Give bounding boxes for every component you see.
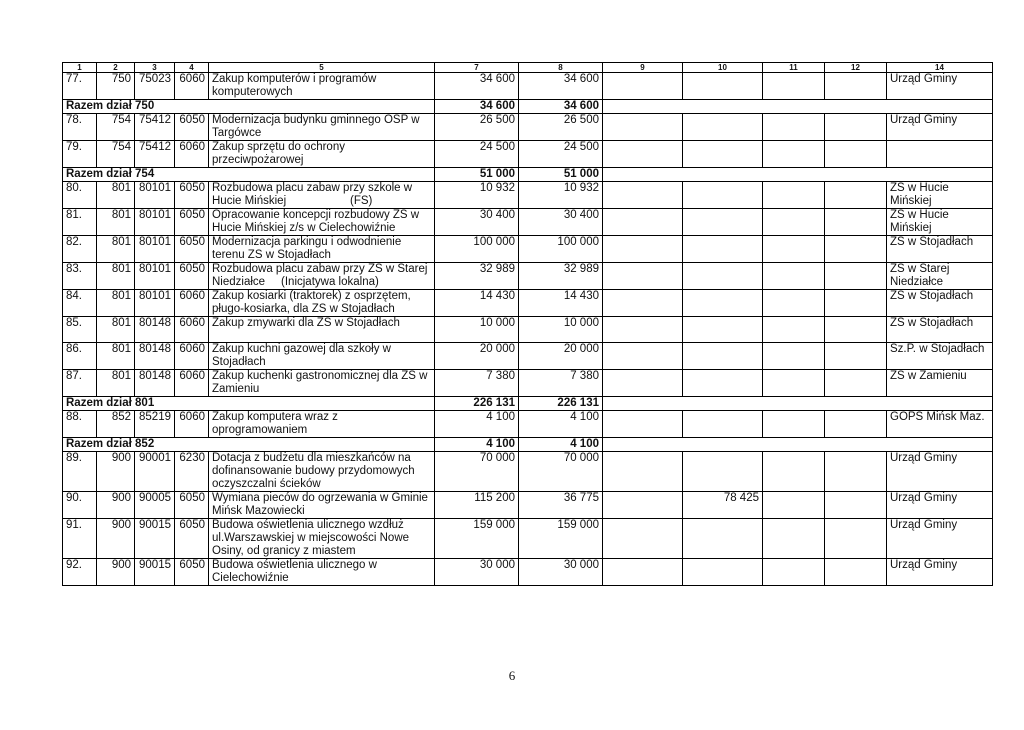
row-paragraf: 6060 <box>175 290 209 317</box>
row-unit: ZS w Stojadłach <box>887 290 993 317</box>
row-value-col9 <box>603 114 683 141</box>
column-number: 11 <box>763 63 825 73</box>
table-row <box>63 452 993 492</box>
row-value-col12 <box>825 182 887 209</box>
row-value-col12 <box>825 141 887 168</box>
row-rozdzial: 80148 <box>135 343 175 370</box>
row-task-name: Wymiana pieców do ogrzewania w Gminie Mińsk Mazowiecki <box>209 492 435 519</box>
row-value-col11 <box>763 114 825 141</box>
section-total-col8: 34 600 <box>519 100 603 114</box>
row-value-col8: 7 380 <box>519 370 603 397</box>
section-total-col8: 51 000 <box>519 168 603 182</box>
row-value-col9 <box>603 141 683 168</box>
row-dzial: 900 <box>97 519 135 559</box>
row-rozdzial: 90001 <box>135 452 175 492</box>
column-number: 12 <box>825 63 887 73</box>
row-paragraf: 6050 <box>175 519 209 559</box>
row-lp: 87. <box>63 370 97 397</box>
row-task-name: Rozbudowa placu zabaw przy szkole w Hucie Mińskiej (FS) <box>209 182 435 209</box>
row-value-col12 <box>825 559 887 586</box>
row-value-col11 <box>763 411 825 438</box>
investment-table <box>62 62 993 586</box>
row-task-name: Zakup komputera wraz z oprogramowaniem <box>209 411 435 438</box>
row-task-name: Zakup komputerów i programów komputerowych <box>209 73 435 100</box>
section-total-col7: 4 100 <box>435 438 519 452</box>
table-row <box>63 411 993 438</box>
row-value-col8: 4 100 <box>519 411 603 438</box>
section-total-col7: 226 131 <box>435 397 519 411</box>
section-total-label: Razem dział 754 <box>63 168 435 182</box>
row-unit: ZS w Starej Niedziałce <box>887 263 993 290</box>
section-total-col7: 51 000 <box>435 168 519 182</box>
row-lp: 82. <box>63 236 97 263</box>
section-total-label: Razem dział 801 <box>63 397 435 411</box>
row-rozdzial: 75023 <box>135 73 175 100</box>
row-value-col10 <box>683 519 763 559</box>
table-row <box>63 370 993 397</box>
row-value-col10 <box>683 559 763 586</box>
row-value-col9 <box>603 182 683 209</box>
row-unit: ZS w Hucie Mińskiej <box>887 182 993 209</box>
row-value-col9 <box>603 519 683 559</box>
row-value-col7: 14 430 <box>435 290 519 317</box>
section-total-label: Razem dział 852 <box>63 438 435 452</box>
row-lp: 89. <box>63 452 97 492</box>
row-paragraf: 6060 <box>175 370 209 397</box>
table-row <box>63 559 993 586</box>
table-row <box>63 519 993 559</box>
row-value-col9 <box>603 343 683 370</box>
row-value-col7: 24 500 <box>435 141 519 168</box>
row-lp: 83. <box>63 263 97 290</box>
column-number: 3 <box>135 63 175 73</box>
row-value-col12 <box>825 236 887 263</box>
row-value-col10 <box>683 209 763 236</box>
column-number: 14 <box>887 63 993 73</box>
row-task-name: Zakup kuchni gazowej dla szkoły w Stojadłach <box>209 343 435 370</box>
row-lp: 78. <box>63 114 97 141</box>
row-dzial: 750 <box>97 73 135 100</box>
section-total-spacer <box>603 438 993 452</box>
column-number: 7 <box>435 63 519 73</box>
row-value-col10 <box>683 370 763 397</box>
column-number-row <box>63 63 993 73</box>
row-unit: Urząd Gminy <box>887 73 993 100</box>
row-unit <box>887 141 993 168</box>
row-dzial: 801 <box>97 236 135 263</box>
table-row <box>63 290 993 317</box>
row-value-col9 <box>603 370 683 397</box>
row-value-col8: 30 000 <box>519 559 603 586</box>
row-dzial: 801 <box>97 263 135 290</box>
row-value-col11 <box>763 290 825 317</box>
row-value-col7: 4 100 <box>435 411 519 438</box>
row-task-name: Zakup kosiarki (traktorek) z osprzętem, pługo-kosiarka, dla ZS w Stojadłach <box>209 290 435 317</box>
row-value-col8: 70 000 <box>519 452 603 492</box>
row-task-name: Budowa oświetlenia ulicznego w Cielechowiźnie <box>209 559 435 586</box>
column-number: 9 <box>603 63 683 73</box>
section-total-row <box>63 168 993 182</box>
row-rozdzial: 80101 <box>135 182 175 209</box>
section-total-col8: 226 131 <box>519 397 603 411</box>
row-dzial: 801 <box>97 290 135 317</box>
row-value-col9 <box>603 492 683 519</box>
row-rozdzial: 90015 <box>135 559 175 586</box>
row-paragraf: 6230 <box>175 452 209 492</box>
row-task-name: Opracowanie koncepcji rozbudowy ZS w Hucie Mińskiej z/s w Cielechowiźnie <box>209 209 435 236</box>
row-value-col9 <box>603 73 683 100</box>
table-row <box>63 236 993 263</box>
row-paragraf: 6050 <box>175 492 209 519</box>
section-total-label: Razem dział 750 <box>63 100 435 114</box>
row-dzial: 801 <box>97 317 135 343</box>
row-value-col12 <box>825 263 887 290</box>
row-value-col7: 10 000 <box>435 317 519 343</box>
row-value-col8: 100 000 <box>519 236 603 263</box>
row-lp: 84. <box>63 290 97 317</box>
row-rozdzial: 80101 <box>135 209 175 236</box>
row-dzial: 900 <box>97 559 135 586</box>
table-row <box>63 492 993 519</box>
row-lp: 91. <box>63 519 97 559</box>
row-value-col7: 159 000 <box>435 519 519 559</box>
row-unit: Urząd Gminy <box>887 559 993 586</box>
row-value-col7: 34 600 <box>435 73 519 100</box>
row-unit: Urząd Gminy <box>887 452 993 492</box>
row-unit: Sz.P. w Stojadłach <box>887 343 993 370</box>
row-value-col11 <box>763 182 825 209</box>
row-paragraf: 6060 <box>175 317 209 343</box>
row-value-col12 <box>825 209 887 236</box>
row-task-name: Modernizacja parkingu i odwodnienie terenu ZS w Stojadłach <box>209 236 435 263</box>
column-number: 1 <box>63 63 97 73</box>
column-number: 10 <box>683 63 763 73</box>
section-total-spacer <box>603 397 993 411</box>
row-paragraf: 6060 <box>175 141 209 168</box>
section-total-row <box>63 397 993 411</box>
row-dzial: 754 <box>97 141 135 168</box>
row-value-col9 <box>603 452 683 492</box>
row-lp: 92. <box>63 559 97 586</box>
row-value-col9 <box>603 411 683 438</box>
section-total-col8: 4 100 <box>519 438 603 452</box>
row-value-col7: 70 000 <box>435 452 519 492</box>
table-row <box>63 263 993 290</box>
row-task-name: Zakup zmywarki dla ZS w Stojadłach <box>209 317 435 343</box>
row-task-name: Rozbudowa placu zabaw przy ZS w Starej Niedziałce (Inicjatywa lokalna) <box>209 263 435 290</box>
row-paragraf: 6050 <box>175 236 209 263</box>
row-rozdzial: 80101 <box>135 236 175 263</box>
row-dzial: 801 <box>97 209 135 236</box>
row-dzial: 852 <box>97 411 135 438</box>
row-unit: ZS w Zamieniu <box>887 370 993 397</box>
row-paragraf: 6050 <box>175 559 209 586</box>
row-lp: 79. <box>63 141 97 168</box>
row-unit: Urząd Gminy <box>887 114 993 141</box>
row-unit: ZS w Hucie Mińskiej <box>887 209 993 236</box>
row-value-col12 <box>825 492 887 519</box>
row-unit: GOPS Mińsk Maz. <box>887 411 993 438</box>
page-number: 6 <box>508 668 516 683</box>
row-value-col11 <box>763 452 825 492</box>
row-dzial: 801 <box>97 182 135 209</box>
row-value-col7: 10 932 <box>435 182 519 209</box>
row-value-col12 <box>825 317 887 343</box>
row-value-col11 <box>763 370 825 397</box>
row-dzial: 900 <box>97 492 135 519</box>
row-value-col11 <box>763 263 825 290</box>
row-lp: 90. <box>63 492 97 519</box>
row-value-col11 <box>763 236 825 263</box>
row-value-col10 <box>683 263 763 290</box>
row-task-name: Dotacja z budżetu dla mieszkańców na dofinansowanie budowy przydomowych oczyszczalni ścieków <box>209 452 435 492</box>
table-row <box>63 73 993 100</box>
row-unit: ZS w Stojadłach <box>887 317 993 343</box>
row-value-col10 <box>683 452 763 492</box>
row-unit: Urząd Gminy <box>887 492 993 519</box>
row-rozdzial: 80101 <box>135 263 175 290</box>
row-value-col8: 20 000 <box>519 343 603 370</box>
row-value-col10 <box>683 236 763 263</box>
table-row <box>63 317 993 343</box>
column-number: 2 <box>97 63 135 73</box>
row-lp: 77. <box>63 73 97 100</box>
row-value-col11 <box>763 141 825 168</box>
section-total-row <box>63 438 993 452</box>
row-paragraf: 6060 <box>175 411 209 438</box>
row-paragraf: 6060 <box>175 73 209 100</box>
row-value-col8: 159 000 <box>519 519 603 559</box>
table-row <box>63 182 993 209</box>
row-task-name: Modernizacja budynku gminnego OSP w Targówce <box>209 114 435 141</box>
row-value-col8: 10 932 <box>519 182 603 209</box>
row-value-col8: 24 500 <box>519 141 603 168</box>
row-value-col10: 78 425 <box>683 492 763 519</box>
row-rozdzial: 80148 <box>135 317 175 343</box>
row-value-col7: 115 200 <box>435 492 519 519</box>
row-rozdzial: 80101 <box>135 290 175 317</box>
column-number: 5 <box>209 63 435 73</box>
row-paragraf: 6050 <box>175 114 209 141</box>
table-row <box>63 141 993 168</box>
row-value-col11 <box>763 343 825 370</box>
row-value-col7: 7 380 <box>435 370 519 397</box>
row-value-col7: 100 000 <box>435 236 519 263</box>
row-lp: 86. <box>63 343 97 370</box>
row-value-col11 <box>763 317 825 343</box>
row-value-col8: 14 430 <box>519 290 603 317</box>
row-rozdzial: 80148 <box>135 370 175 397</box>
row-value-col11 <box>763 559 825 586</box>
row-value-col10 <box>683 73 763 100</box>
row-value-col7: 30 400 <box>435 209 519 236</box>
row-value-col12 <box>825 73 887 100</box>
row-paragraf: 6050 <box>175 182 209 209</box>
row-value-col9 <box>603 559 683 586</box>
column-number: 8 <box>519 63 603 73</box>
row-lp: 80. <box>63 182 97 209</box>
row-value-col10 <box>683 411 763 438</box>
row-task-name: Zakup sprzętu do ochrony przeciwpożarowej <box>209 141 435 168</box>
row-rozdzial: 85219 <box>135 411 175 438</box>
row-paragraf: 6060 <box>175 343 209 370</box>
section-total-spacer <box>603 168 993 182</box>
table-row <box>63 343 993 370</box>
row-value-col8: 36 775 <box>519 492 603 519</box>
row-value-col8: 34 600 <box>519 73 603 100</box>
row-value-col8: 32 989 <box>519 263 603 290</box>
row-value-col8: 26 500 <box>519 114 603 141</box>
row-unit: ZS w Stojadłach <box>887 236 993 263</box>
table-row <box>63 114 993 141</box>
row-rozdzial: 75412 <box>135 114 175 141</box>
row-value-col12 <box>825 370 887 397</box>
row-value-col10 <box>683 317 763 343</box>
row-value-col11 <box>763 492 825 519</box>
row-value-col9 <box>603 317 683 343</box>
row-rozdzial: 90005 <box>135 492 175 519</box>
row-rozdzial: 90015 <box>135 519 175 559</box>
row-unit: Urząd Gminy <box>887 519 993 559</box>
row-lp: 88. <box>63 411 97 438</box>
row-value-col11 <box>763 519 825 559</box>
row-lp: 85. <box>63 317 97 343</box>
row-value-col10 <box>683 290 763 317</box>
row-value-col8: 10 000 <box>519 317 603 343</box>
row-value-col12 <box>825 290 887 317</box>
row-lp: 81. <box>63 209 97 236</box>
row-value-col10 <box>683 141 763 168</box>
row-dzial: 801 <box>97 343 135 370</box>
row-value-col12 <box>825 343 887 370</box>
row-value-col9 <box>603 290 683 317</box>
row-value-col9 <box>603 263 683 290</box>
row-value-col11 <box>763 73 825 100</box>
row-dzial: 754 <box>97 114 135 141</box>
row-dzial: 801 <box>97 370 135 397</box>
table-row <box>63 209 993 236</box>
row-value-col10 <box>683 343 763 370</box>
row-value-col7: 32 989 <box>435 263 519 290</box>
row-task-name: Zakup kuchenki gastronomicznej dla ZS w Zamieniu <box>209 370 435 397</box>
row-paragraf: 6050 <box>175 209 209 236</box>
row-value-col7: 26 500 <box>435 114 519 141</box>
row-value-col10 <box>683 114 763 141</box>
row-value-col12 <box>825 452 887 492</box>
row-rozdzial: 75412 <box>135 141 175 168</box>
row-value-col8: 30 400 <box>519 209 603 236</box>
row-value-col9 <box>603 236 683 263</box>
row-value-col12 <box>825 411 887 438</box>
row-dzial: 900 <box>97 452 135 492</box>
section-total-row <box>63 100 993 114</box>
row-value-col9 <box>603 209 683 236</box>
row-value-col12 <box>825 519 887 559</box>
row-paragraf: 6050 <box>175 263 209 290</box>
row-value-col7: 30 000 <box>435 559 519 586</box>
row-value-col11 <box>763 209 825 236</box>
column-number: 4 <box>175 63 209 73</box>
section-total-spacer <box>603 100 993 114</box>
row-value-col10 <box>683 182 763 209</box>
row-task-name: Budowa oświetlenia ulicznego wzdłuż ul.Warszawskiej w miejscowości Nowe Osiny, od granicy z miastem <box>209 519 435 559</box>
row-value-col7: 20 000 <box>435 343 519 370</box>
row-value-col12 <box>825 114 887 141</box>
section-total-col7: 34 600 <box>435 100 519 114</box>
